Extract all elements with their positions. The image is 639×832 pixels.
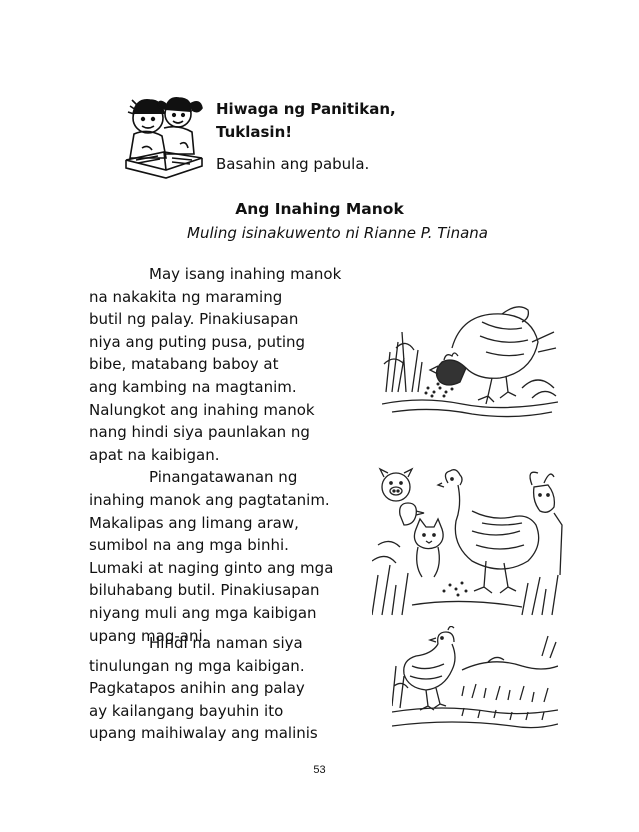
story-author: Muling isinakuwento ni Rianne P. Tinana: [187, 224, 488, 242]
text-line: May isang inahing manok: [149, 265, 342, 283]
text-line: apat na kaibigan.: [89, 445, 220, 464]
reading-instruction: Basahin ang pabula.: [216, 155, 370, 173]
text-line: Hindi na naman siya: [149, 634, 303, 652]
heading-line-2: Tuklasin!: [216, 123, 293, 141]
text-line: sumibol na ang mga binhi.: [89, 536, 289, 555]
text-line: upang mag-ani.: [89, 626, 208, 645]
text-line: ay kailangang bayuhin ito: [89, 701, 284, 720]
text-line: ang kambing na magtanim.: [89, 377, 297, 396]
text-line: niya ang puting pusa, puting: [89, 332, 306, 351]
page-number: 53: [313, 764, 326, 776]
hen-pecking-illustration: [382, 292, 558, 422]
text-line: bibe, matabang baboy at: [89, 355, 279, 374]
text-line: tinulungan ng mga kaibigan.: [89, 656, 305, 675]
text-line: inahing manok ang pagtatanim.: [89, 490, 330, 509]
children-reading-illustration: [122, 88, 206, 180]
section-heading: [216, 98, 396, 144]
text-line: Pagkatapos anihin ang palay: [89, 679, 305, 698]
text-line: Makalipas ang limang araw,: [89, 513, 299, 532]
text-line: Nalungkot ang inahing manok: [89, 400, 315, 419]
hen-and-friends-illustration: [372, 465, 564, 617]
text-line: Pinangatawanan ng: [149, 468, 298, 487]
story-body-top: [89, 263, 389, 647]
text-line: biluhabang butil. Pinakiusapan: [89, 581, 320, 600]
story-body-bottom: [89, 632, 389, 745]
heading-line-1: Hiwaga ng Panitikan,: [216, 100, 396, 118]
story-title: Ang Inahing Manok: [235, 200, 404, 218]
text-line: butil ng palay. Pinakiusapan: [89, 310, 299, 329]
text-line: nang hindi siya paunlakan ng: [89, 423, 310, 442]
text-line: Lumaki at naging ginto ang mga: [89, 558, 334, 577]
text-line: upang maihiwalay ang malinis: [89, 724, 318, 743]
hen-in-field-illustration: [392, 626, 558, 736]
text-line: na nakakita ng maraming: [89, 287, 283, 306]
text-line: niyang muli ang mga kaibigan: [89, 603, 317, 622]
